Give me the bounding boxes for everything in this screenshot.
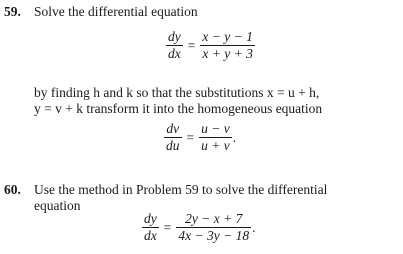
problem-text-line: y = v + k transform it into the homogeneous equation [34, 101, 323, 116]
problem-text-line: Use the method in Problem 59 to solve the differential [34, 182, 328, 197]
derivative-fraction: $\frac{dy}{dx}$ [144, 211, 157, 243]
period: . [252, 219, 256, 235]
homogeneous-equation [164, 122, 236, 153]
period: . [232, 129, 237, 145]
problem-prompt: Solve the differential equation [34, 4, 198, 19]
problem-number: 60. [4, 182, 21, 197]
rhs-fraction: $\frac{u - v}{u + v}$ [201, 121, 230, 153]
problem-number: 59. [4, 4, 21, 19]
problem-text-line: by finding h and k so that the substitutions x = u + h, [34, 85, 320, 100]
derivative-fraction: $\frac{dv}{du}$ [166, 121, 180, 153]
differential-equation [166, 30, 255, 61]
derivative-fraction: $\frac{dy}{dx}$ [168, 29, 181, 61]
rhs-fraction: $\frac{2y - x + 7}{4x - 3y - 18}$ [178, 211, 250, 243]
equals-sign: = [163, 219, 172, 235]
problem-text-line: equation [34, 198, 81, 213]
differential-equation [142, 212, 255, 243]
rhs-fraction: $\frac{x - y - 1}{x + y + 3}$ [202, 29, 253, 61]
equals-sign: = [186, 129, 195, 145]
equals-sign: = [187, 37, 196, 53]
